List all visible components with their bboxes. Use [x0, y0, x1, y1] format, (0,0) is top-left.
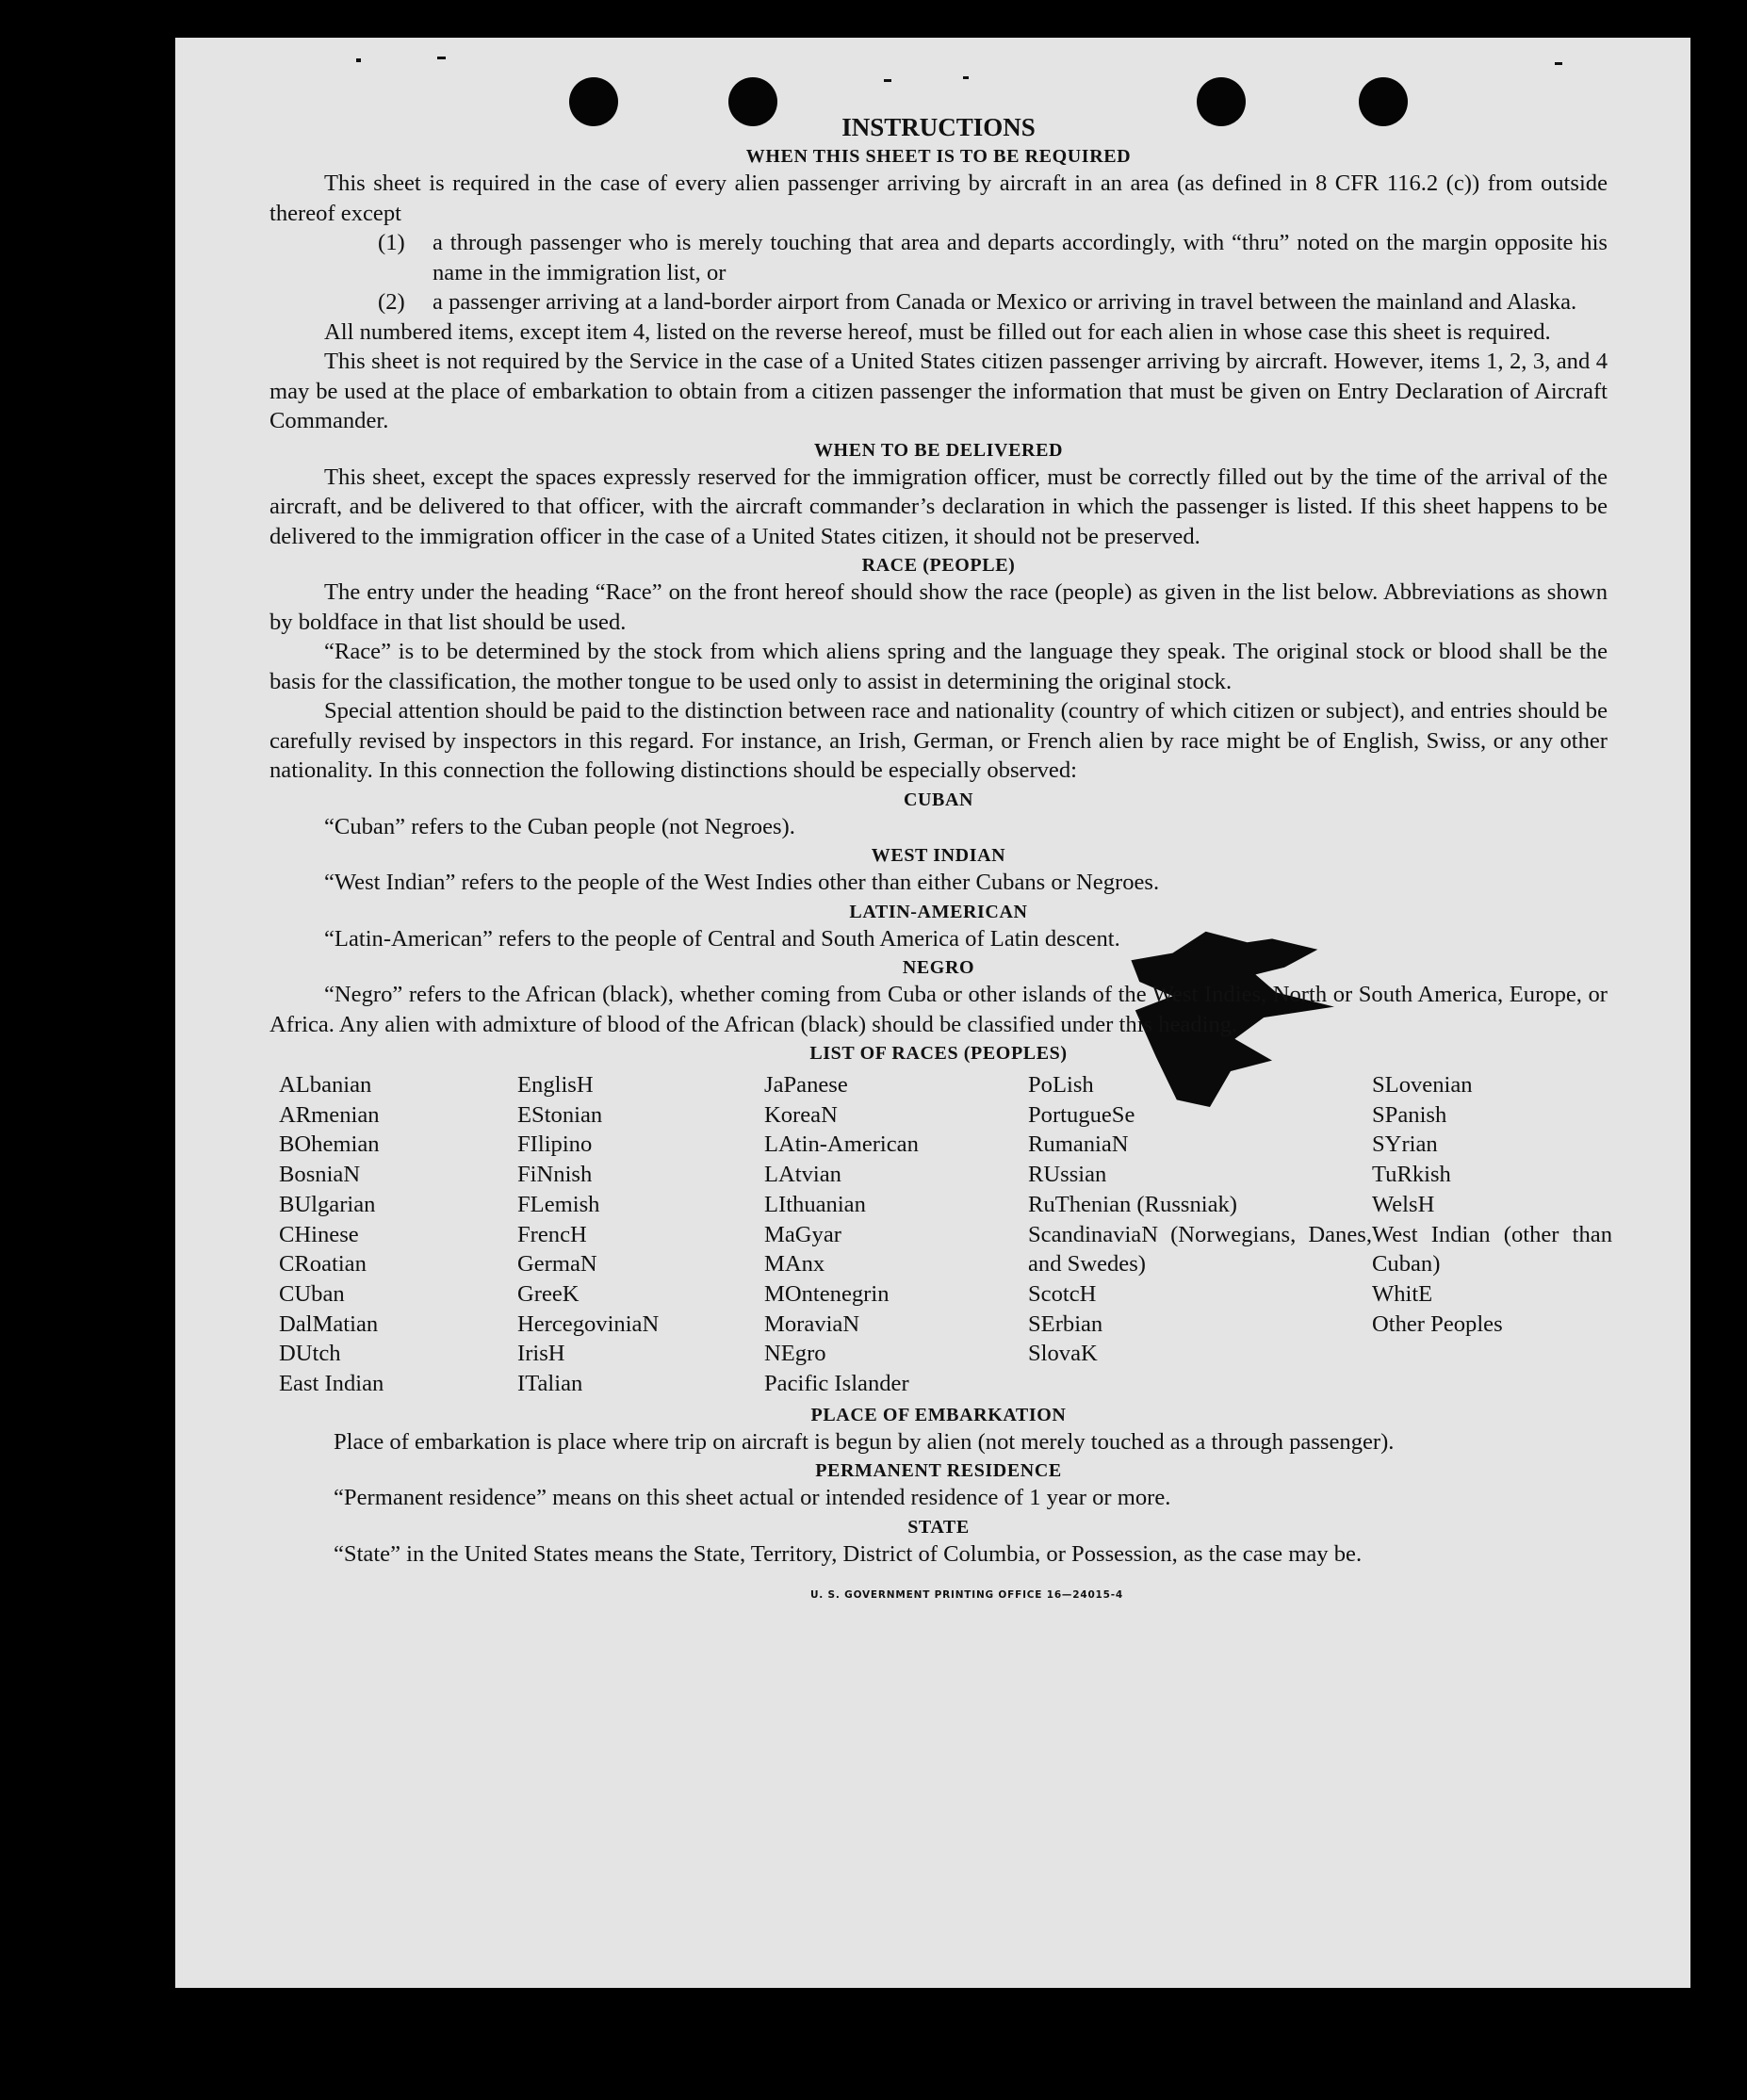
race-item: WelsH [1372, 1191, 1435, 1217]
list-item [378, 287, 1608, 317]
race-item: Pacific Islander [764, 1371, 909, 1397]
heading-race: RACE (PEOPLE) [861, 555, 1016, 576]
race-item: WhitE [1372, 1280, 1433, 1307]
paragraph: All numbered items, except item 4, listed on the reverse hereof, must be filled out for each alien in whose case this sheet is required. [324, 318, 1551, 345]
race-item: FLemish [517, 1191, 600, 1217]
race-item: FrencH [517, 1221, 587, 1247]
races-column [279, 1070, 517, 1399]
race-item: GreeK [517, 1280, 580, 1307]
heading-list-of-races: LIST OF RACES (PEOPLES) [809, 1043, 1068, 1064]
race-item: ScotcH [1028, 1280, 1097, 1307]
race-item: GermaN [517, 1251, 597, 1278]
item-text: a passenger arriving at a land-border airport from Canada or Mexico or arriving in travel between the mainland and Alaska. [433, 289, 1577, 315]
race-item: SYrian [1372, 1131, 1438, 1158]
races-column [1372, 1070, 1612, 1399]
heading-cuban: CUBAN [903, 789, 974, 810]
race-item: CHinese [279, 1221, 359, 1247]
race-item: LIthuanian [764, 1191, 866, 1217]
document-sheet [175, 38, 1690, 1988]
race-item: FiNnish [517, 1162, 593, 1188]
race-item: SErbian [1028, 1310, 1103, 1337]
paragraph: “Race” is to be determined by the stock from which aliens spring and the language they speak. The original stock or blood shall be the basis for the classification, the mother tongue to be used only to assist in determining the original stock. [269, 639, 1608, 694]
race-item: RuThenian (Russniak) [1028, 1191, 1237, 1217]
paragraph: The entry under the heading “Race” on the front hereof should show the race (people) as given in the list below. Abbreviations as shown by boldface in that list should be used. [269, 579, 1608, 635]
heading-state: STATE [907, 1516, 970, 1538]
race-item: IrisH [517, 1341, 565, 1367]
race-item: East Indian [279, 1371, 384, 1397]
item-number: (1) [378, 230, 405, 255]
heading-place-of-embarkation: PLACE OF EMBARKATION [810, 1404, 1067, 1425]
races-column [764, 1070, 1028, 1399]
heading-latin-american: LATIN-AMERICAN [849, 901, 1028, 922]
race-item: PoLish [1028, 1072, 1094, 1098]
paragraph: This sheet is required in the case of every alien passenger arriving by aircraft in an area (as defined in 8 CFR 116.2 (c)) from outside thereof except [269, 171, 1608, 226]
race-item: MoraviaN [764, 1310, 860, 1337]
paragraph: This sheet is not required by the Service in the case of a United States citizen passenger arriving by aircraft. However, items 1, 2, 3, and 4 may be used at the place of embarkation to obtain from a citizen passenger the information that must be given on Entry Declaration of Aircraft Commander. [269, 349, 1608, 433]
race-item: DUtch [279, 1341, 341, 1367]
race-item: LAtin-American [764, 1131, 919, 1158]
heading-negro: NEGRO [902, 957, 975, 978]
race-item: EStonian [517, 1101, 603, 1128]
paragraph: “Permanent residence” means on this sheet actual or intended residence of 1 year or more. [334, 1485, 1171, 1511]
printing-office-footer: U. S. GOVERNMENT PRINTING OFFICE 16—24015-4 [809, 1589, 1124, 1602]
race-item: RUssian [1028, 1162, 1107, 1188]
heading-when-delivered: WHEN TO BE DELIVERED [813, 439, 1064, 461]
list-item [378, 228, 1608, 287]
race-item: BosniaN [279, 1162, 361, 1188]
paragraph: “Latin-American” refers to the people of Central and South America of Latin descent. [324, 925, 1120, 952]
race-item: ARmenian [279, 1101, 380, 1128]
speck [356, 58, 361, 62]
exception-list [378, 228, 1608, 317]
race-item: HercegoviniaN [517, 1310, 660, 1337]
paragraph: This sheet, except the spaces expressly reserved for the immigration officer, must be correctly filled out by the time of the arrival of the aircraft, and be delivered to that officer, with the aircraft commander’s declaration in which the passenger is listed. If this sheet happens to be delivered to the immigration officer in the case of a United States citizen, it should not be preserved. [269, 464, 1608, 549]
paragraph: “State” in the United States means the State, Territory, District of Columbia, or Possession, as the case may be. [334, 1540, 1363, 1567]
races-column [517, 1070, 764, 1399]
paragraph: Place of embarkation is place where trip on aircraft is begun by alien (not merely touched as a through passenger). [334, 1428, 1395, 1455]
race-item: SPanish [1372, 1101, 1447, 1128]
heading-west-indian: WEST INDIAN [871, 845, 1006, 866]
race-item: BOhemian [279, 1131, 380, 1158]
race-item: MOntenegrin [764, 1280, 890, 1307]
race-item: ITalian [517, 1371, 583, 1397]
race-item: DalMatian [279, 1310, 379, 1337]
race-item: West Indian (other than Cuban) [1372, 1221, 1612, 1278]
page-title: INSTRUCTIONS [841, 113, 1036, 141]
race-item: FIlipino [517, 1131, 593, 1158]
speck [963, 76, 969, 79]
race-item: RumaniaN [1028, 1131, 1129, 1158]
paragraph: “Negro” refers to the African (black), whether coming from Cuba or other islands of the West Indies, North or South America, Europe, or Africa. Any alien with admixture of blood of the African (black) should be classified under this heading. [269, 982, 1608, 1037]
race-item: TuRkish [1372, 1162, 1451, 1188]
race-item: CRoatian [279, 1251, 367, 1278]
race-item: MaGyar [764, 1221, 841, 1247]
heading-when-required: WHEN THIS SHEET IS TO BE REQUIRED [745, 146, 1132, 167]
paragraph: “Cuban” refers to the Cuban people (not Negroes). [324, 813, 795, 839]
speck [1555, 62, 1562, 65]
paragraph: “West Indian” refers to the people of the West Indies other than either Cubans or Negroes. [324, 870, 1160, 895]
race-item: SlovaK [1028, 1341, 1098, 1367]
speck [437, 57, 446, 59]
race-item: ALbanian [279, 1072, 372, 1098]
item-number: (2) [378, 289, 405, 315]
race-item: PortugueSe [1028, 1101, 1135, 1128]
race-item: ScandinaviaN (Norwegians, Danes, and Swedes) [1028, 1221, 1372, 1278]
race-item: KoreaN [764, 1101, 838, 1128]
races-column [1028, 1070, 1372, 1399]
race-item: CUban [279, 1280, 345, 1307]
speck [884, 79, 891, 82]
race-item: BUlgarian [279, 1191, 376, 1217]
item-text: a through passenger who is merely touching that area and departs accordingly, with “thru” noted on the margin opposite his name in the immigration list, or [433, 230, 1608, 285]
race-item: NEgro [764, 1341, 826, 1367]
race-item: JaPanese [764, 1072, 848, 1098]
race-item: SLovenian [1372, 1072, 1473, 1098]
race-item: EnglisH [517, 1072, 594, 1098]
heading-permanent-residence: PERMANENT RESIDENCE [815, 1460, 1062, 1482]
races-list [279, 1070, 1612, 1399]
paragraph: Special attention should be paid to the distinction between race and nationality (country of which citizen or subject), and entries should be carefully revised by inspectors in this regard. For instance, an Irish, German, or French alien by race might be of English, Swiss, or any other nationality. In this connection the following distinctions should be especially observed: [269, 698, 1608, 783]
race-item: LAtvian [764, 1162, 841, 1188]
race-item: Other Peoples [1372, 1310, 1503, 1337]
instructions-content [269, 113, 1612, 1602]
race-item: MAnx [764, 1251, 825, 1278]
